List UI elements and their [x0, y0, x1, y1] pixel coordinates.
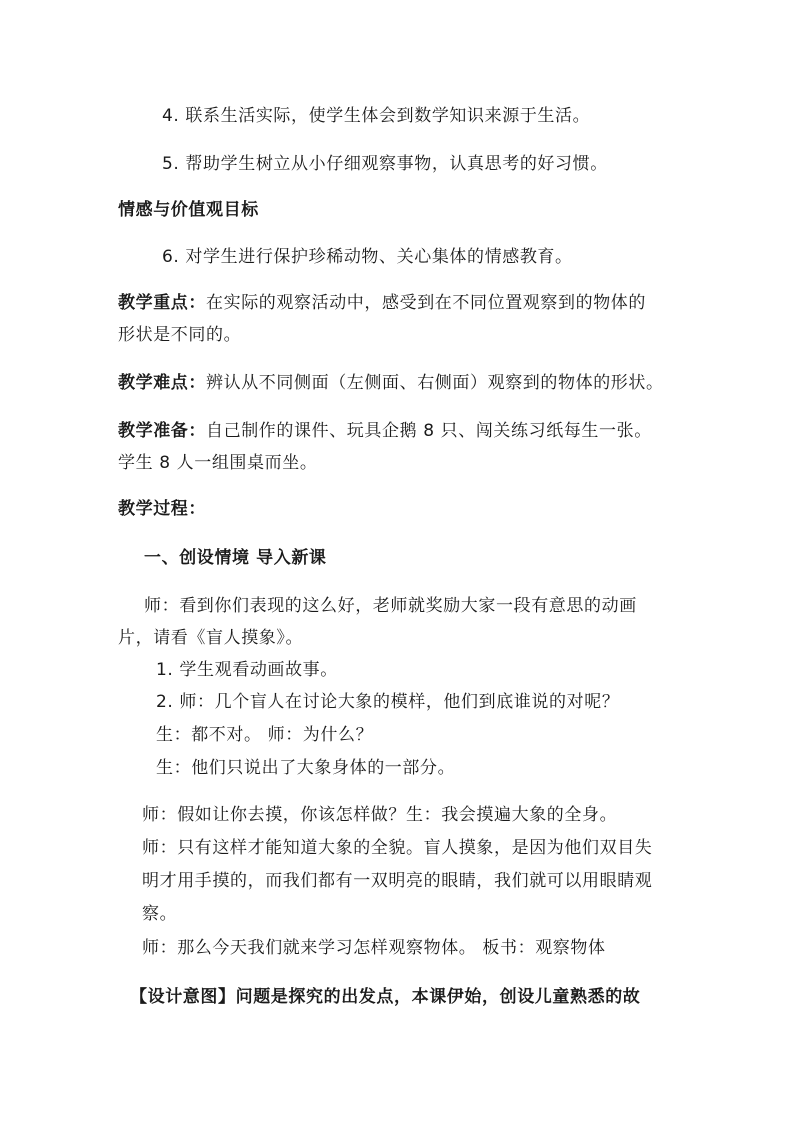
design-intent-line: 【设计意图】问题是探究的出发点，本课伊始，创设儿童熟悉的故 [130, 987, 641, 1007]
step-2: 2. 师：几个盲人在讨论大象的模样，他们到底谁说的对呢？ [156, 692, 620, 712]
process-heading: 教学过程： [118, 499, 206, 519]
goal-item-6: 6. 对学生进行保护珍稀动物、关心集体的情感教育。 [162, 247, 573, 267]
dialog-line-2: 生：他们只说出了大象身体的一部分。 [156, 758, 456, 778]
blackboard-line: 师：那么今天我们就来学习怎样观察物体。 板书：观察物体 [142, 938, 606, 958]
step-1: 1. 学生观看动画故事。 [156, 660, 338, 680]
difficulty-text: 辨认从不同侧面（左侧面、右侧面）观察到的物体的形状。 [206, 373, 664, 393]
goal-item-4: 4. 联系生活实际，使学生体会到数学知识来源于生活。 [162, 106, 591, 126]
explain-line-2: 明才用手摸的，而我们都有一双明亮的眼睛，我们就可以用眼睛观 [142, 871, 653, 891]
section-1-title: 一、创设情境 导入新课 [144, 548, 327, 568]
preparation-text-1: 自己制作的课件、玩具企鹅 8 只、闯关练习纸每生一张。 [206, 421, 652, 441]
explain-line-3: 察。 [142, 904, 178, 924]
preparation-label: 教学准备： [118, 421, 206, 441]
emotion-goal-heading: 情感与价值观目标 [118, 200, 259, 220]
key-point-line-2: 形状是不同的。 [118, 325, 242, 345]
difficulty-line [118, 371, 664, 395]
preparation-line-1 [118, 419, 652, 443]
dialog-line-1: 生：都不对。 师：为什么？ [156, 725, 374, 745]
key-point-label: 教学重点： [118, 293, 206, 313]
key-point-text-1: 在实际的观察活动中，感受到在不同位置观察到的物体的 [206, 293, 646, 313]
question-line: 师：假如让你去摸，你该怎样做？生：我会摸遍大象的全身。 [142, 805, 618, 825]
goal-item-5: 5. 帮助学生树立从小仔细观察事物，认真思考的好习惯。 [162, 154, 608, 174]
paragraph-1-line-2: 片，请看《盲人摸象》。 [118, 628, 304, 648]
difficulty-label: 教学难点： [118, 373, 206, 393]
paragraph-1-line-1: 师：看到你们表现的这么好，老师就奖励大家一段有意思的动画 [144, 596, 637, 616]
explain-line-1: 师：只有这样才能知道大象的全貌。盲人摸象，是因为他们双目失 [142, 838, 653, 858]
key-point-line-1 [118, 291, 646, 315]
preparation-line-2: 学生 8 人一组围桌而坐。 [118, 453, 318, 473]
